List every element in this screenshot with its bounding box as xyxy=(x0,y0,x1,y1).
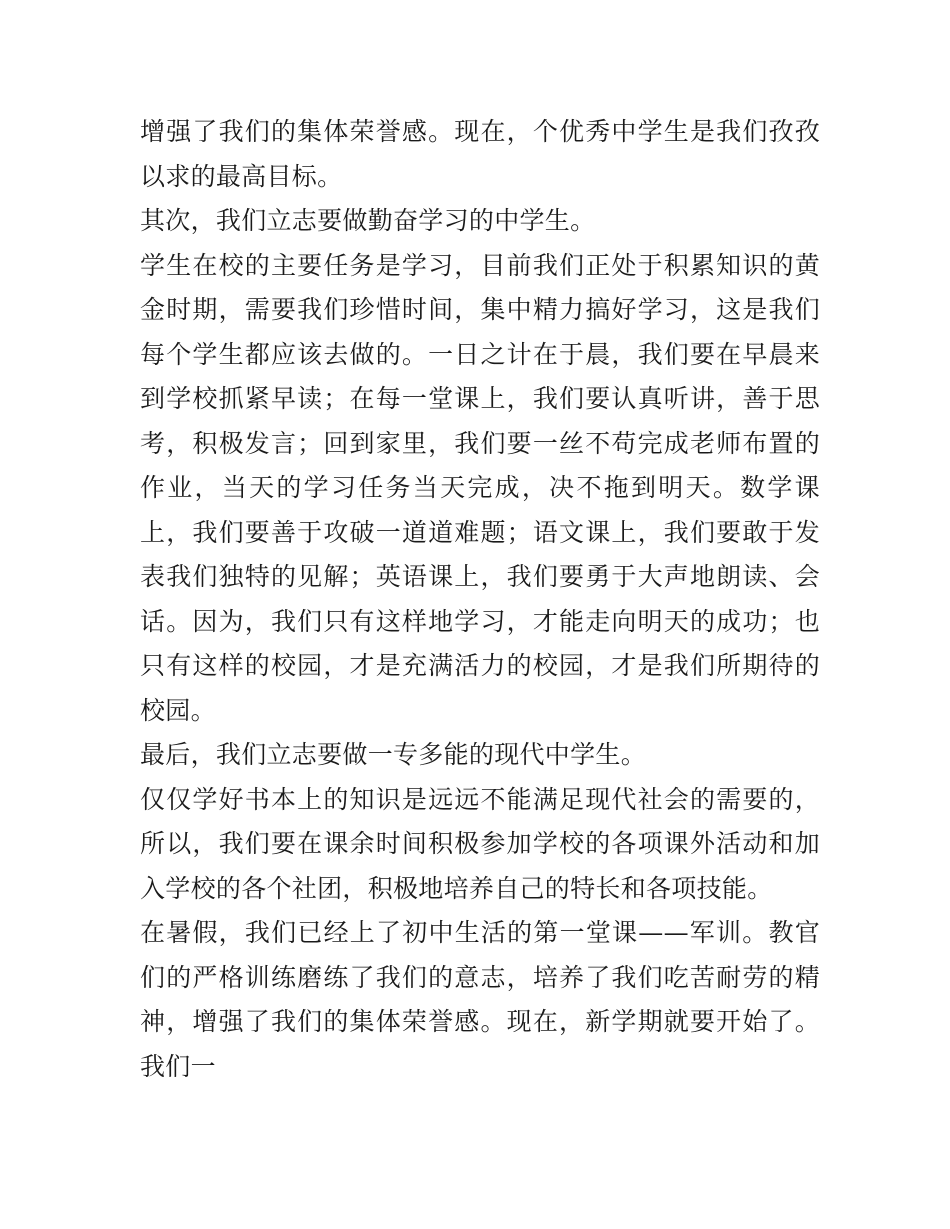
paragraph-extracurricular: 仅仅学好书本上的知识是远远不能满足现代社会的需要的，所以，我们要在课余时间积极参加学校的各项课外活动和加入学校的各个社团，积极地培养自己的特长和各项技能。 xyxy=(140,784,820,903)
paragraph-last-heading: 最后，我们立志要做一专多能的现代中学生。 xyxy=(140,740,647,769)
paragraph-intro-continuation: 增强了我们的集体荣誉感。现在，个优秀中学生是我们孜孜以求的最高目标。 xyxy=(140,117,820,191)
document-body xyxy=(140,110,820,1089)
paragraph-military-training: 在暑假，我们已经上了初中生活的第一堂课——军训。教官们的严格训练磨练了我们的意志，培养了我们吃苦耐劳的精神，增强了我们的集体荣誉感。现在，新学期就要开始了。我们一 xyxy=(140,918,820,1081)
paragraph-study: 学生在校的主要任务是学习，目前我们正处于积累知识的黄金时期，需要我们珍惜时间，集中精力搞好学习，这是我们每个学生都应该去做的。一日之计在于晨，我们要在早晨来到学校抓紧早读；在每一堂课上，我们要认真听讲，善于思考，积极发言；回到家里，我们要一丝不苟完成老师布置的作业，当天的学习任务当天完成，决不拖到明天。数学课上，我们要善于攻破一道道难题；语文课上，我们要敢于发表我们独特的见解；英语课上，我们要勇于大声地朗读、会话。因为，我们只有这样地学习，才能走向明天的成功；也只有这样的校园，才是充满活力的校园，才是我们所期待的校园。 xyxy=(140,250,820,725)
paragraph-second-heading: 其次，我们立志要做勤奋学习的中学生。 xyxy=(140,206,596,235)
